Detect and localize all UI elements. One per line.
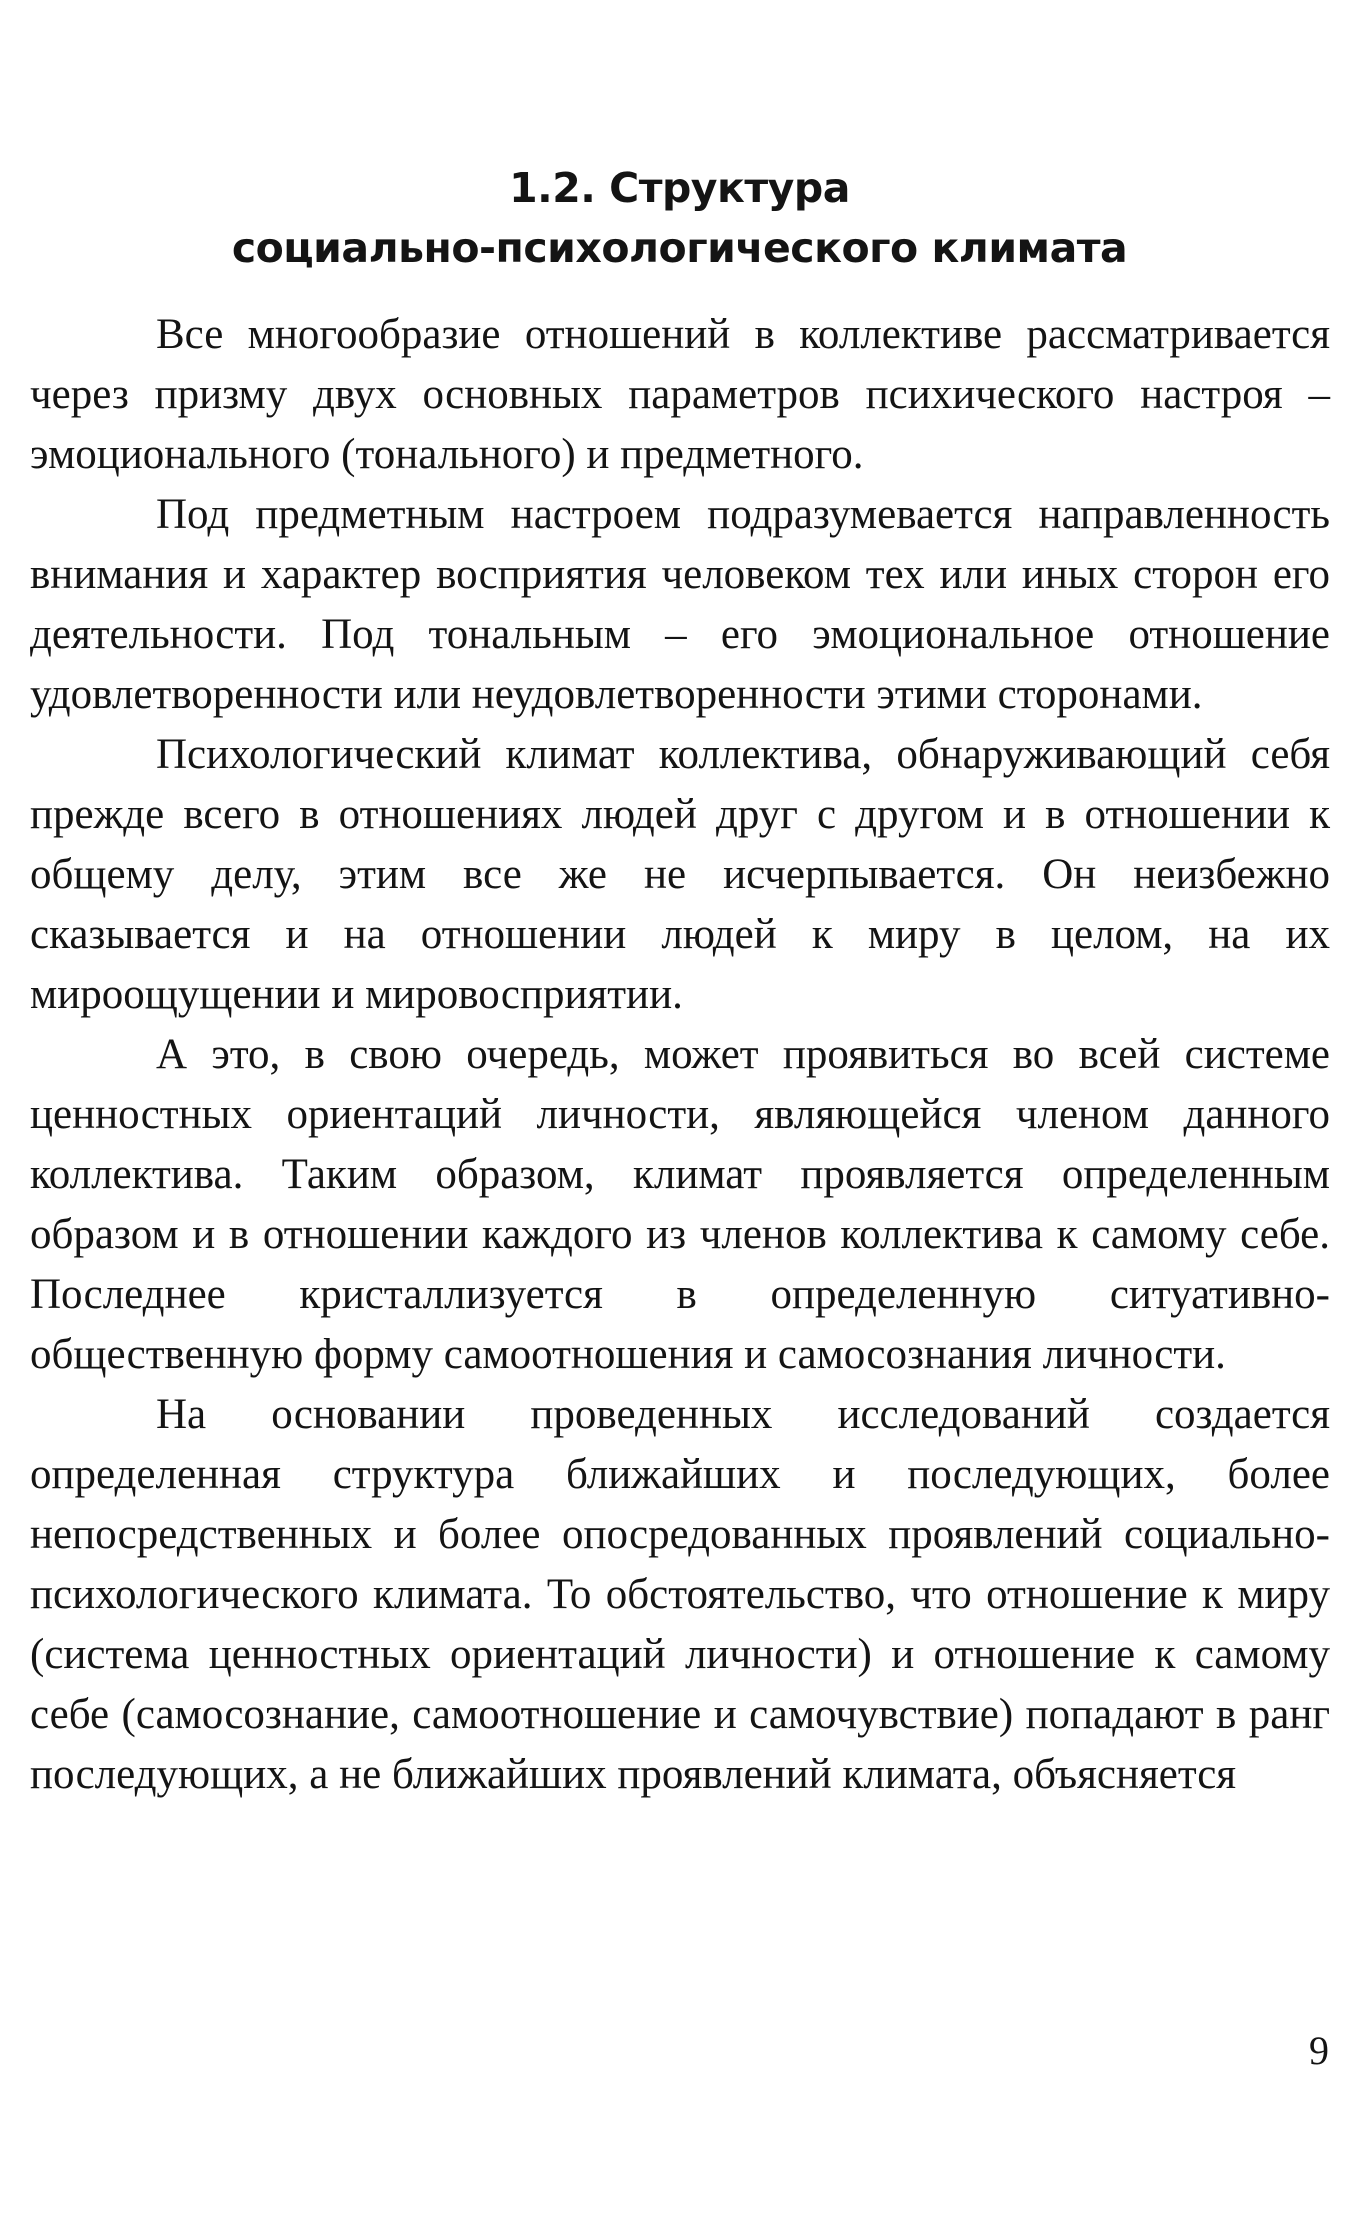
body-text — [30, 305, 1330, 1805]
page-number: 9 — [1309, 2028, 1329, 2073]
paragraph: Под предметным настроем подразумевается направленность внимания и характер восприятия человеком тех или иных сторон его деятельности. Под тональным – его эмоциональное отношение удовлетворенности или неудовлетворенности этими сторонами. — [30, 491, 1330, 718]
paragraph: Психологический климат коллектива, обнаруживающий себя прежде всего в отношениях людей друг с другом и в отношении к общему делу, этим все же не исчерпывается. Он неизбежно сказывается и на отношении людей к миру в целом, на их мироощущении и мировосприятии. — [30, 731, 1330, 1018]
paragraph: Все многообразие отношений в коллективе рассматривается через призму двух основных параметров психического настроя – эмоционального (тонального) и предметного. — [30, 311, 1330, 478]
section-heading — [0, 158, 1359, 278]
paragraph: На основании проведенных исследований создается определенная структура ближайших и последующих, более непосредственных и более опосредованных проявлений социально-психологического климата. То обстоятельство, что отношение к миру (система ценностных ориентаций личности) и отношение к самому себе (самосознание, самоотношение и самочувствие) попадают в ранг последующих, а не ближайших проявлений климата, объясняется — [30, 1391, 1330, 1798]
paragraph: А это, в свою очередь, может проявиться во всей системе ценностных ориентаций личности, являющейся членом данного коллектива. Таким образом, климат проявляется определенным образом и в отношении каждого из членов коллектива к самому себе. Последнее кристаллизуется в определенную ситуативно-общественную форму самоотношения и самосознания личности. — [30, 1031, 1330, 1378]
heading-line-1: 1.2. Структура — [509, 164, 850, 212]
heading-line-2: социально-психологического климата — [231, 224, 1128, 272]
